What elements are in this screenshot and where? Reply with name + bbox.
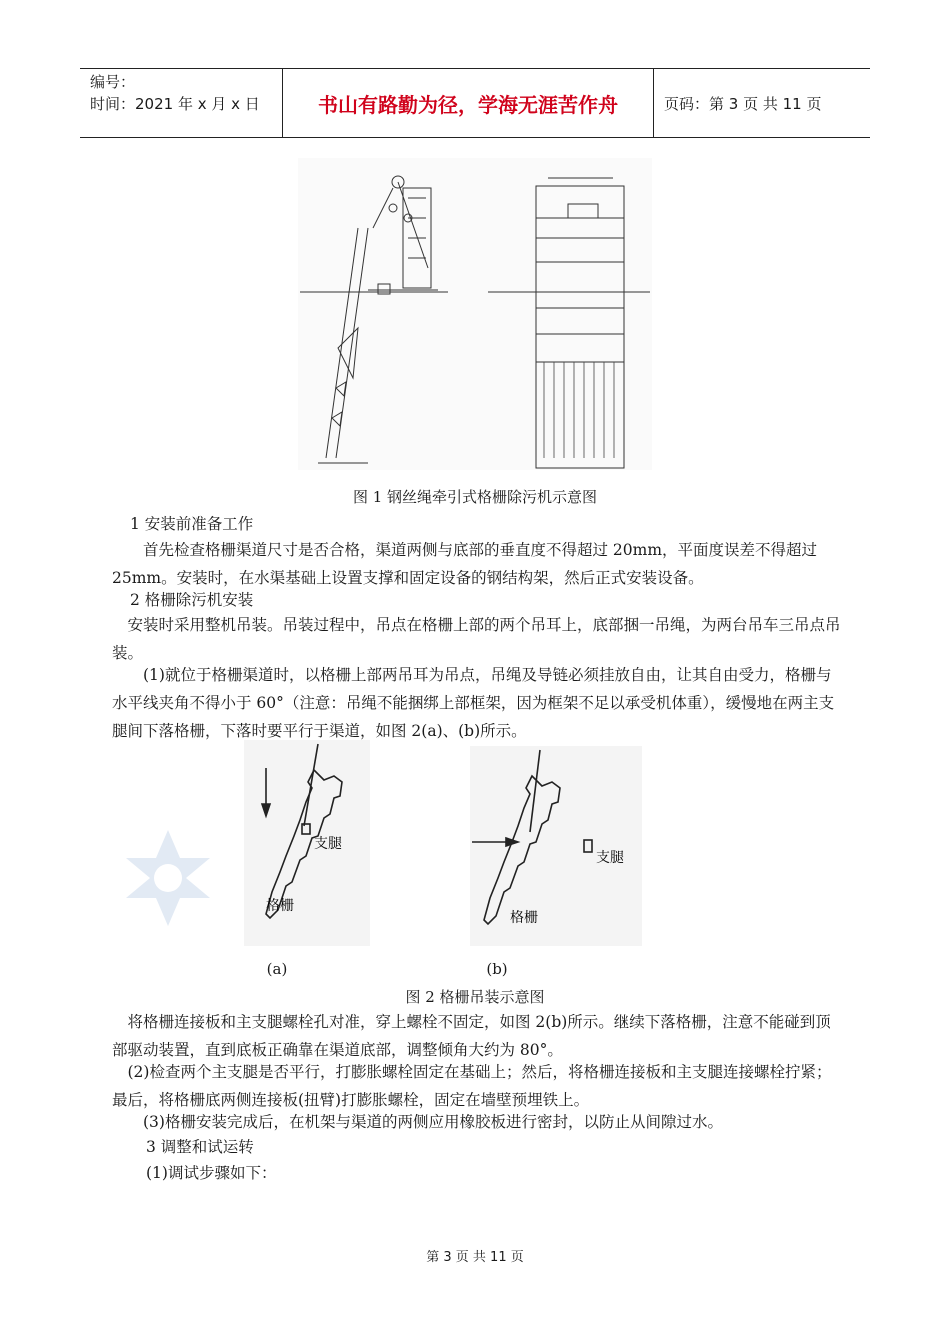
- section-2-title: 2 格栅除污机安装: [130, 591, 254, 609]
- section-1-body: 首先检查格栅渠道尺寸是否合格，渠道两侧与底部的垂直度不得超过 20mm，平面度误差不得超过 25mm。安装时，在水渠基础上设置支撑和固定设备的钢结构架，然后正式安装设备。: [112, 541, 818, 587]
- figure-2a-drawing: [244, 740, 370, 946]
- page-footer: 第 3 页 共 11 页: [426, 1250, 524, 1265]
- section-2-item-2: (2)检查两个主支腿是否平行，打膨胀螺栓固定在基础上；然后，将格栅连接板和主支腿连接螺栓拧紧；最后，将格栅底两侧连接板(扭臂)打膨胀螺栓，固定在墙壁预埋铁上。: [112, 1063, 832, 1109]
- figure-2b-label: (b): [486, 960, 508, 978]
- figure-2b-grid-label: 格栅: [510, 910, 538, 926]
- paragraph-align-bolts: 将格栅连接板和主支腿螺栓孔对准，穿上螺栓不固定，如图 2(b)所示。继续下落格栅，注意不能碰到顶部驱动装置，直到底板正确靠在渠道底部，调整倾角大约为 80°。: [112, 1013, 831, 1059]
- document-number: 编号：: [90, 73, 136, 91]
- figure-1-caption: 图 1 钢丝绳牵引式格栅除污机示意图: [352, 488, 598, 506]
- section-3-title: 3 调整和试运转: [146, 1138, 254, 1156]
- section-3-item-1: (1)调试步骤如下：: [146, 1164, 277, 1182]
- header-motto: 书山有路勤为径，学海无涯苦作舟: [283, 69, 654, 137]
- figure-1-drawing: [298, 158, 652, 470]
- watermark-logo: [118, 828, 218, 928]
- figure-2a-support-label: 支腿: [314, 836, 342, 852]
- figure-2-caption: 图 2 格栅吊装示意图: [405, 988, 545, 1006]
- document-date: 时间：2021 年 x 月 x 日: [90, 95, 260, 113]
- section-1-title: 1 安装前准备工作: [130, 515, 254, 533]
- header-meta: [80, 69, 283, 137]
- section-2-body: 安装时采用整机吊装。吊装过程中，吊点在格栅上部的两个吊耳上，底部捆一吊绳，为两台吊车三吊点吊装。: [112, 616, 841, 662]
- figure-2a-label: (a): [266, 960, 288, 978]
- page-header: [80, 68, 870, 138]
- header-page-info: 页码：第 3 页 共 11 页: [664, 94, 822, 113]
- figure-2a-grid-label: 格栅: [266, 898, 294, 914]
- section-2-item-1: (1)就位于格栅渠道时，以格栅上部两吊耳为吊点，吊绳及导链必须挂放自由，让其自由受力，格栅与水平线夹角不得小于 60°（注意：吊绳不能捆绑上部框架，因为框架不足以承受机体重），缓慢地在两主支腿间下落格栅，下落时要平行于渠道，如图 2(a)、(b)所示。: [112, 666, 835, 740]
- figure-2b-support-label: 支腿: [596, 850, 624, 866]
- section-2-item-3: (3)格栅安装完成后，在机架与渠道的两侧应用橡胶板进行密封，以防止从间隙过水。: [143, 1113, 723, 1131]
- figure-2b-drawing: [470, 746, 642, 946]
